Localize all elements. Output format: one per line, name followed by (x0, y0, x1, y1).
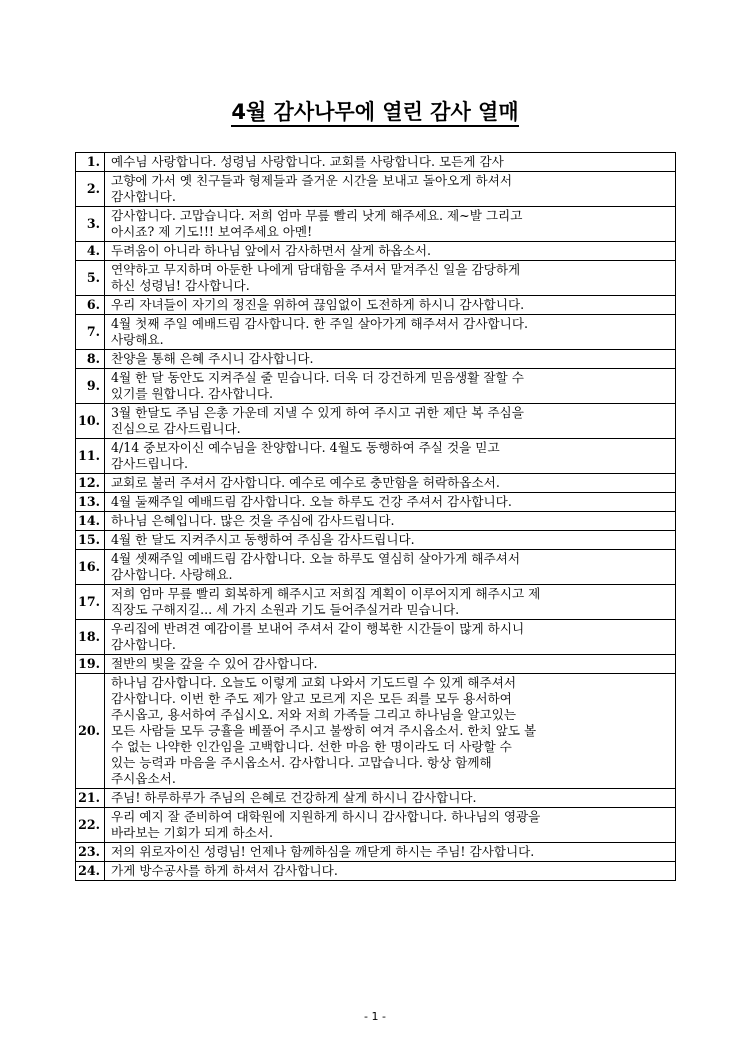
item-number: 16. (76, 550, 105, 585)
item-text: 3월 한달도 주님 은총 가운데 지낼 수 있게 하여 주시고 귀한 제단 복 주심을 진심으로 감사드립니다. (105, 404, 676, 439)
item-number: 14. (76, 512, 105, 531)
item-number: 24. (76, 862, 105, 881)
item-text: 저의 위로자이신 성령님! 언제나 함께하심을 깨닫게 하시는 주님! 감사합니다. (105, 843, 676, 862)
table-row (76, 207, 676, 242)
item-number: 11. (76, 439, 105, 474)
table-row (76, 550, 676, 585)
page-title (0, 96, 750, 126)
item-number: 10. (76, 404, 105, 439)
item-number: 22. (76, 808, 105, 843)
item-text: 감사합니다. 고맙습니다. 저희 엄마 무릎 빨리 낫게 해주세요. 제~발 그리고 아시죠? 제 기도!!! 보여주세요 아멘! (105, 207, 676, 242)
item-number: 2. (76, 172, 105, 207)
table-row (76, 261, 676, 296)
item-text: 4/14 중보자이신 예수님을 찬양합니다. 4월도 동행하여 주실 것을 믿고 감사드립니다. (105, 439, 676, 474)
item-number: 3. (76, 207, 105, 242)
item-text: 우리 예지 잘 준비하여 대학원에 지원하게 하시니 감사합니다. 하나님의 영광을 바라보는 기회가 되게 하소서. (105, 808, 676, 843)
item-number: 20. (76, 674, 105, 789)
table-row (76, 242, 676, 261)
table-row (76, 172, 676, 207)
table-row (76, 493, 676, 512)
item-number: 1. (76, 153, 105, 172)
item-text: 우리집에 반려견 예감이를 보내어 주셔서 같이 행복한 시간들이 많게 하시니 감사합니다. (105, 620, 676, 655)
item-text: 우리 자녀들이 자기의 정진을 위하여 끊임없이 도전하게 하시니 감사합니다. (105, 296, 676, 315)
page-number: - 1 - (364, 1010, 386, 1023)
item-text: 가게 방수공사를 하게 하셔서 감사합니다. (105, 862, 676, 881)
item-number: 5. (76, 261, 105, 296)
table-row (76, 808, 676, 843)
table-row (76, 843, 676, 862)
item-text: 연약하고 무지하며 아둔한 나에게 담대함을 주셔서 맡겨주신 일을 감당하게 하신 성령님! 감사합니다. (105, 261, 676, 296)
table-row (76, 674, 676, 789)
table-row (76, 315, 676, 350)
table-row (76, 153, 676, 172)
table-row (76, 404, 676, 439)
item-text: 찬양을 통해 은혜 주시니 감사합니다. (105, 350, 676, 369)
item-number: 15. (76, 531, 105, 550)
item-number: 8. (76, 350, 105, 369)
item-number: 23. (76, 843, 105, 862)
item-text: 두려움이 아니라 하나님 앞에서 감사하면서 살게 하옵소서. (105, 242, 676, 261)
item-text: 예수님 사랑합니다. 성령님 사랑합니다. 교회를 사랑합니다. 모든게 감사 (105, 153, 676, 172)
page-title-text: 4월 감사나무에 열린 감사 열매 (231, 100, 518, 127)
table-row (76, 474, 676, 493)
item-number: 9. (76, 369, 105, 404)
item-number: 21. (76, 789, 105, 808)
item-number: 4. (76, 242, 105, 261)
table-row (76, 512, 676, 531)
item-number: 18. (76, 620, 105, 655)
item-text: 4월 첫째 주일 예배드림 감사합니다. 한 주일 살아가게 해주셔서 감사합니다. 사랑해요. (105, 315, 676, 350)
table-row (76, 439, 676, 474)
table-row (76, 862, 676, 881)
gratitude-table-body (76, 153, 676, 881)
item-number: 13. (76, 493, 105, 512)
item-text: 교회로 불러 주셔서 감사합니다. 예수로 예수로 충만함을 허락하옵소서. (105, 474, 676, 493)
item-text: 하나님 감사합니다. 오늘도 이렇게 교회 나와서 기도드릴 수 있게 해주셔서 감사합니다. 이번 한 주도 제가 알고 모르게 지은 모든 죄를 모두 용서하여 주시옵고, 용서하여 주십시오. 저와 저희 가족들 그리고 하나님을 알고있는 모든 사람들 모두 긍휼을 베풀어 주시고 불쌍히 여겨 주시옵소서. 한치 앞도 볼 수 없는 나약한 인간임을 고백합니다. 선한 마음 한 명이라도 더 사랑할 수 있는 능력과 마음을 주시옵소서. 감사합니다. 고맙습니다. 항상 함께해 주시옵소서. (105, 674, 676, 789)
table-row (76, 585, 676, 620)
item-number: 17. (76, 585, 105, 620)
item-text: 4월 셋째주일 예배드림 감사합니다. 오늘 하루도 열심히 살아가게 해주셔서 감사합니다. 사랑해요. (105, 550, 676, 585)
gratitude-table (75, 152, 676, 881)
item-text: 저희 엄마 무릎 빨리 회복하게 해주시고 저희집 계획이 이루어지게 해주시고 제 직장도 구해지길... 세 가지 소원과 기도 들어주실거라 믿습니다. (105, 585, 676, 620)
table-row (76, 531, 676, 550)
table-row (76, 655, 676, 674)
item-number: 6. (76, 296, 105, 315)
table-row (76, 350, 676, 369)
item-number: 19. (76, 655, 105, 674)
item-text: 4월 한 달도 지켜주시고 동행하여 주심을 감사드립니다. (105, 531, 676, 550)
item-text: 4월 한 달 동안도 지켜주실 줄 믿습니다. 더욱 더 강건하게 믿음생활 잘할 수 있기를 원합니다. 감사합니다. (105, 369, 676, 404)
item-text: 고향에 가서 옛 친구들과 형제들과 즐거운 시간을 보내고 돌아오게 하셔서 감사합니다. (105, 172, 676, 207)
item-text: 주님! 하루하루가 주님의 은혜로 건강하게 살게 하시니 감사합니다. (105, 789, 676, 808)
item-text: 4월 둘째주일 예배드림 감사합니다. 오늘 하루도 건강 주셔서 감사합니다. (105, 493, 676, 512)
table-row (76, 296, 676, 315)
item-text: 절반의 빛을 갚을 수 있어 감사합니다. (105, 655, 676, 674)
item-number: 7. (76, 315, 105, 350)
item-text: 하나님 은혜입니다. 많은 것을 주심에 감사드립니다. (105, 512, 676, 531)
item-number: 12. (76, 474, 105, 493)
table-row (76, 789, 676, 808)
table-row (76, 620, 676, 655)
table-row (76, 369, 676, 404)
